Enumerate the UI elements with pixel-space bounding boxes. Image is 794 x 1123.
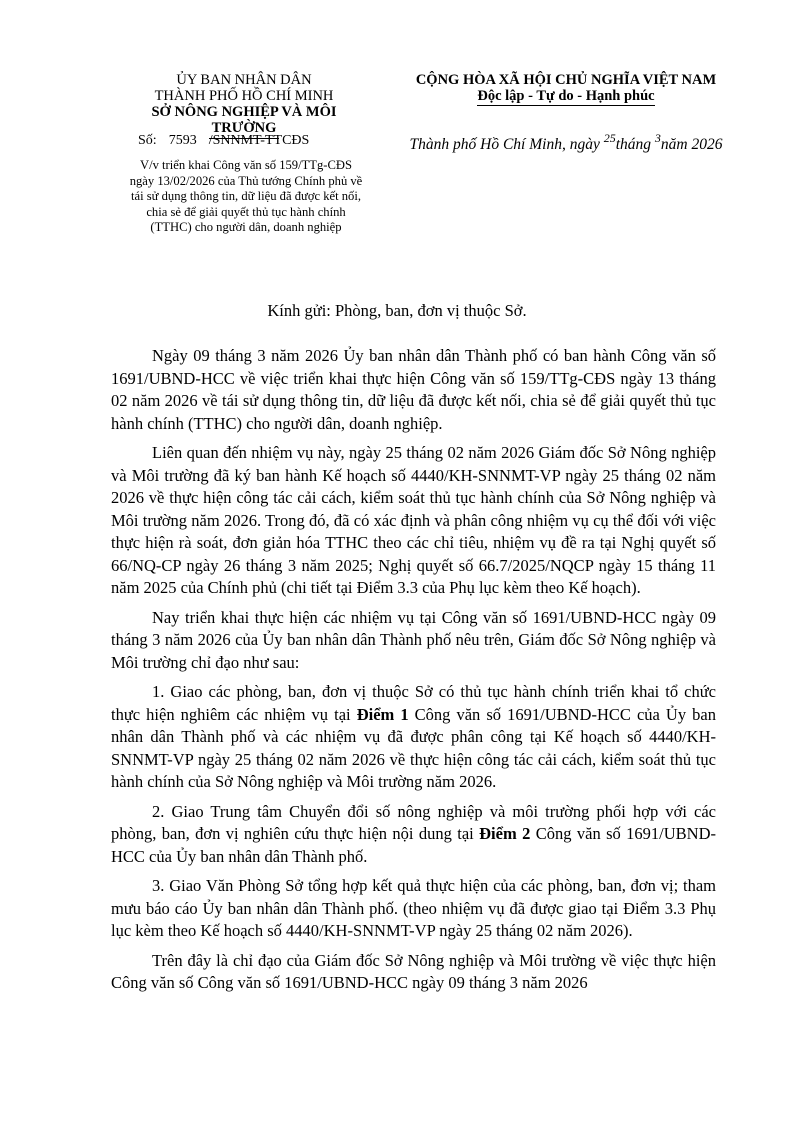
date-year: năm 2026 <box>660 136 723 153</box>
paragraph-6: 3. Giao Văn Phòng Sở tổng hợp kết quả thực hiện của các phòng, ban, đơn vị; tham mưu báo cáo Ủy ban nhân dân Thành phố. (theo nhiệm vụ đã được giao tại Điểm 3.3 Phụ lục kèm theo Kế hoạch số 4440/KH-SNNMT-VP ngày 25 tháng 02 năm 2026). <box>111 876 716 940</box>
national-title <box>370 72 762 106</box>
date-prefix: Thành phố Hồ Chí Minh, ngày <box>409 136 600 153</box>
paragraph-2: Liên quan đến nhiệm vụ này, ngày 25 tháng 02 năm 2026 Giám đốc Sở Nông nghiệp và Môi trường đã ký ban hành Kế hoạch số 4440/KH-SNNMT-VP ngày 25 tháng 02 năm 2026 về thực hiện công tác cải cách, kiểm soát thủ tục hành chính của Sở Nông nghiệp và Môi trường năm 2026. Trong đó, đã có xác định và phân công nhiệm vụ cụ thể đối với việc thực hiện rà soát, đơn giản hóa TTHC theo các chỉ tiêu, nhiệm vụ đề ra tại Nghị quyết số 66/NQ-CP ngày 26 tháng 3 năm 2025; Nghị quyết số 66.7/2025/NQCP ngày 15 tháng 11 năm 2025 của Chính phủ (chi tiết tại Điểm 3.3 của Phụ lục kèm theo Kế hoạch). <box>111 443 716 597</box>
p5-bold: Điểm 2 <box>479 824 531 843</box>
agency-line-1: ỦY BAN NHÂN DÂN <box>176 72 312 88</box>
agency-line-2: THÀNH PHỐ HỒ CHÍ MINH <box>154 88 334 104</box>
nation-motto: Độc lập - Tự do - Hạnh phúc <box>477 88 655 104</box>
paragraph-1: Ngày 09 tháng 3 năm 2026 Ủy ban nhân dân Thành phố có ban hành Công văn số 1691/UBND-HCC về việc triển khai thực hiện Công văn số 159/TTg-CĐS ngày 13 tháng 02 năm 2026 về tái sử dụng thông tin, dữ liệu đã được kết nối, chia sẻ để giải quyết thủ tục hành chính (TTHC) cho người dân, doanh nghiệp. <box>111 346 716 433</box>
paragraph-5 <box>111 801 716 869</box>
nation-name: CỘNG HÒA XÃ HỘI CHỦ NGHĨA VIỆT NAM <box>415 72 717 88</box>
issuing-agency <box>118 72 370 139</box>
p5-text-c: Công văn số 1691/UBND-HCC của Ủy ban nhân dân Thành phố. <box>111 824 716 866</box>
doc-no-value: 7593 <box>168 133 197 148</box>
recipient-line: Kính gửi: Phòng, ban, đơn vị thuộc Sở. <box>267 301 527 320</box>
paragraph-7: Trên đây là chỉ đạo của Giám đốc Sở Nông nghiệp và Môi trường về việc thực hiện Công văn số Công văn số 1691/UBND-HCC ngày 09 tháng 3 năm 2026 <box>111 950 716 992</box>
paragraph-3: Nay triển khai thực hiện các nhiệm vụ tại Công văn số 1691/UBND-HCC ngày 09 tháng 3 năm 2026 của Ủy ban nhân dân Thành phố nêu trên, Giám đốc Sở Nông nghiệp và Môi trường chỉ đạo như sau: <box>111 607 716 672</box>
doc-no-suffix: /SNNMT-TTCĐS <box>208 133 310 148</box>
date-month: 3 <box>654 131 661 145</box>
p4-text-c: Công văn số 1691/UBND-HCC của Ủy ban nhân dân Thành phố và các nhiệm vụ đã được phân công tại Kế hoạch số 4440/KH-SNNMT-VP ngày 25 tháng 02 năm 2026 về thực hiện công tác cải cách, kiểm soát thủ tục hành chính của Sở Nông nghiệp và Môi trường năm 2026. <box>111 704 716 791</box>
date-day: 25 <box>603 131 616 145</box>
agency-line-3: SỞ NÔNG NGHIỆP VÀ MÔI TRƯỜNG <box>151 104 337 136</box>
p4-text-a: 1. Giao các phòng, ban, đơn vị thuộc Sở có thủ tục hành chính triển khai tổ chức thực hiện nghiêm các nhiệm vụ tại <box>111 682 716 724</box>
document-body <box>111 345 716 1002</box>
p4-bold: Điểm 1 <box>356 704 409 724</box>
document-date <box>370 131 762 154</box>
paragraph-4 <box>111 681 716 794</box>
doc-no-label: Số: <box>138 133 157 148</box>
document-subject: V/v triển khai Công văn số 159/TTg-CĐS ngày 13/02/2026 của Thủ tướng Chính phủ về tái sử dụng thông tin, dữ liệu đã được kết nối, chia sẻ để giải quyết thủ tục hành chính (TTHC) cho người dân, doanh nghiệp <box>129 158 363 234</box>
document-number <box>138 133 309 149</box>
p5-text-a: 2. Giao Trung tâm Chuyển đổi số nông nghiệp và môi trường phối hợp với các phòng, ban, đơn vị nghiên cứu thực hiện nội dung tại <box>111 801 716 843</box>
date-month-label: tháng <box>615 136 652 153</box>
